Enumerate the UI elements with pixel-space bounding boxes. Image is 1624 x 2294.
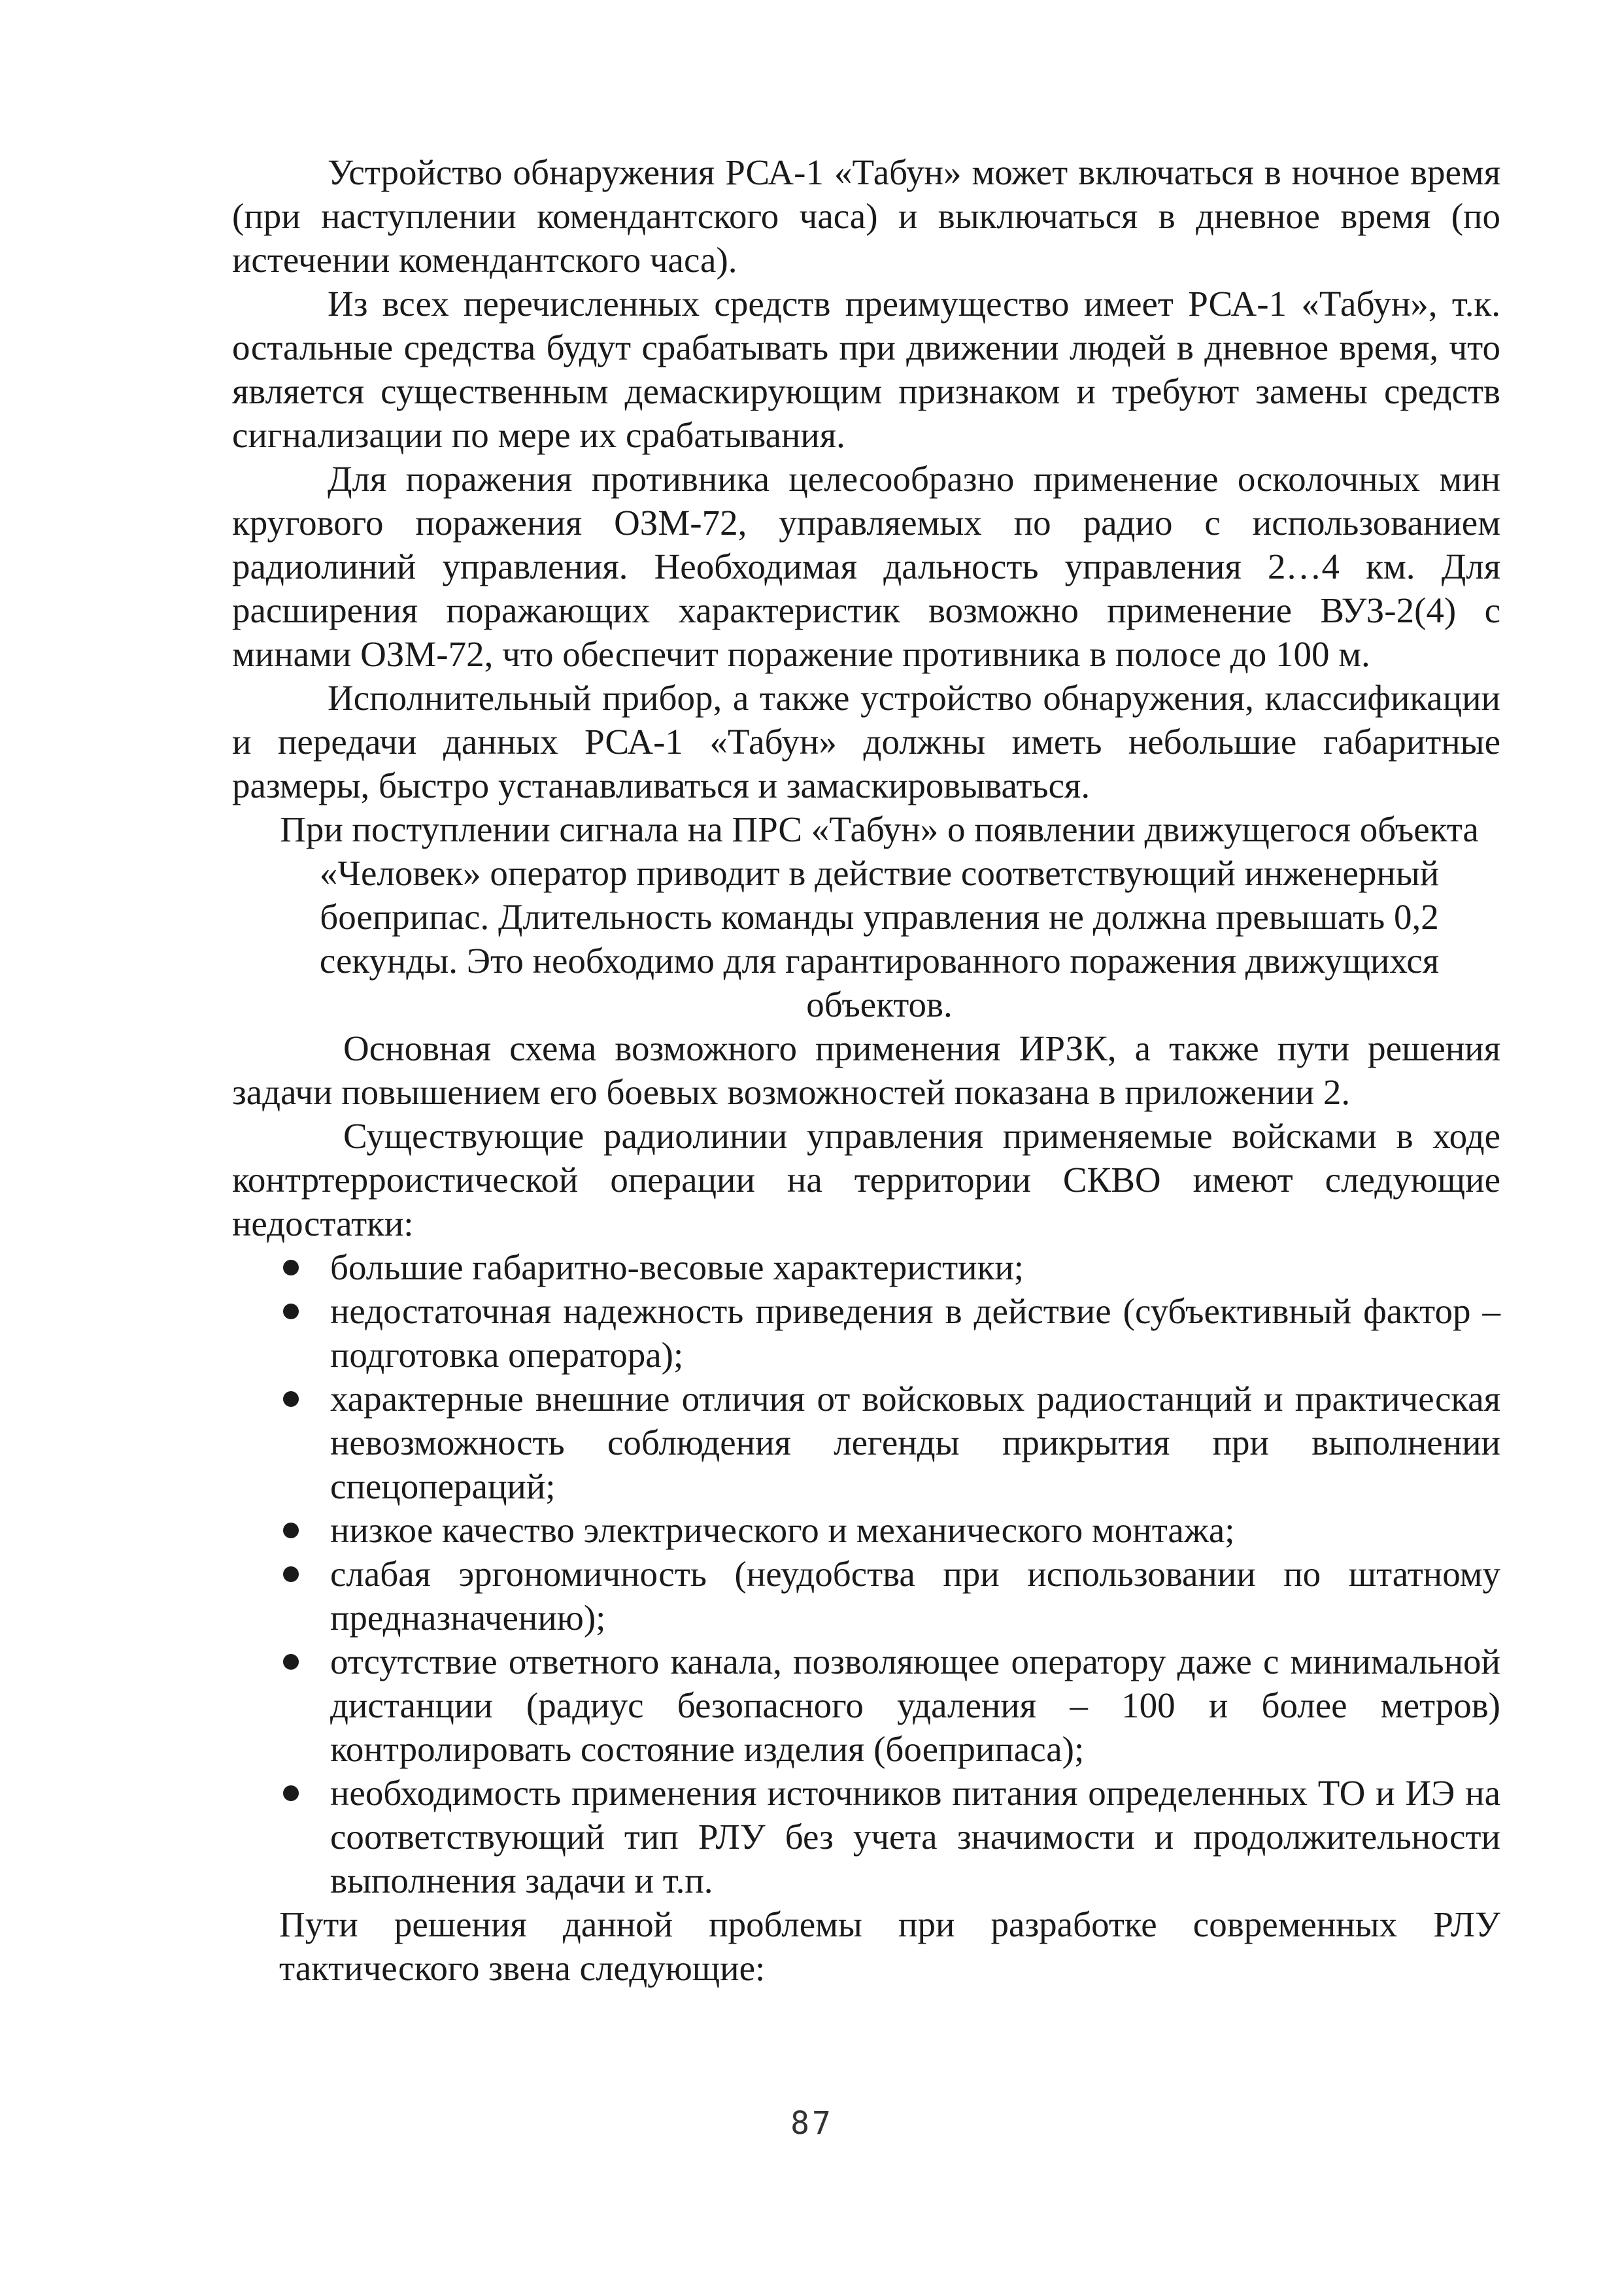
bullet-icon (283, 1785, 299, 1801)
list-item (232, 1377, 1500, 1508)
list-item-text: низкое качество электрического и механического монтажа; (330, 1510, 1235, 1550)
bullet-icon (283, 1391, 299, 1407)
paragraph-5: Основная схема возможного применения ИРЗК, а также пути решения задачи повышением его боевых возможностей показана в приложении 2. (232, 1028, 1500, 1112)
bullet-icon (283, 1260, 299, 1275)
bullet-icon (283, 1566, 299, 1582)
closing-paragraph: Пути решения данной проблемы при разработке современных РЛУ тактического звена следующие: (279, 1904, 1500, 1988)
document-page (232, 150, 1500, 1990)
list-item (232, 1771, 1500, 1902)
list-item (232, 1640, 1500, 1771)
list-item (232, 1289, 1500, 1377)
bullet-icon (283, 1654, 299, 1670)
bullet-icon (283, 1304, 299, 1319)
page-number: 87 (790, 2105, 834, 2142)
list-item-text: большие габаритно-весовые характеристики; (330, 1247, 1024, 1287)
paragraph-1: Устройство обнаружения РСА-1 «Табун» может включаться в ночное время (при наступлении комендантского часа) и выключаться в дневное время (по истечении комендантского часа). (232, 152, 1500, 280)
list-item-text: недостаточная надежность приведения в действие (субъективный фактор – подготовка оператора); (330, 1291, 1500, 1375)
paragraph-3: Для поражения противника целесообразно применение осколочных мин кругового поражения ОЗМ-72, управляемых по радио с использованием радиолиний управления. Необходимая дальность управления 2…4 км. Для расширения поражающих характеристик возможно применение ВУЗ-2(4) с минами ОЗМ-72, что обеспечит поражение противника в полосе до 100 м. (232, 459, 1500, 674)
bullet-icon (283, 1523, 299, 1538)
list-item-text: слабая эргономичность (неудобства при использовании по штатному предназначению); (330, 1554, 1500, 1638)
list-item (232, 1245, 1500, 1289)
list-item-text: необходимость применения источников питания определенных ТО и ИЭ на соответствующий тип РЛУ без учета значимости и продолжительности выполнения задачи и т.п. (330, 1773, 1500, 1900)
list-item-text: отсутствие ответного канала, позволяющее оператору даже с минимальной дистанции (радиус безопасного удаления – 100 и более метров) контролировать состояние изделия (боеприпаса); (330, 1642, 1500, 1769)
paragraph-6: Существующие радиолинии управления применяемые войсками в ходе контртерроистической операции на территории СКВО имеют следующие недостатки: (232, 1116, 1500, 1243)
paragraph-2: Из всех перечисленных средств преимущество имеет РСА-1 «Табун», т.к. остальные средства будут срабатывать при движении людей в дневное время, что является существенным демаскирующим признаком и требуют замены средств сигнализации по мере их срабатывания. (232, 284, 1500, 455)
paragraph-4: Исполнительный прибор, а также устройство обнаружения, классификации и передачи данных РСА-1 «Табун» должны иметь небольшие габаритные размеры, быстро устанавливаться и замаскировываться. (232, 678, 1500, 805)
centered-paragraph: При поступлении сигнала на ПРС «Табун» о появлении движущегося объекта «Человек» оператор приводит в действие соответствующий инженерный боеприпас. Длительность команды управления не должна превышать 0,2 секунды. Это необходимо для гарантированного поражения движущихся объектов. (280, 809, 1479, 1024)
shortcomings-list (232, 1245, 1500, 1902)
list-item (232, 1508, 1500, 1552)
list-item-text: характерные внешние отличия от войсковых радиостанций и практическая невозможность соблюдения легенды прикрытия при выполнении спецопераций; (330, 1379, 1500, 1506)
list-item (232, 1552, 1500, 1640)
